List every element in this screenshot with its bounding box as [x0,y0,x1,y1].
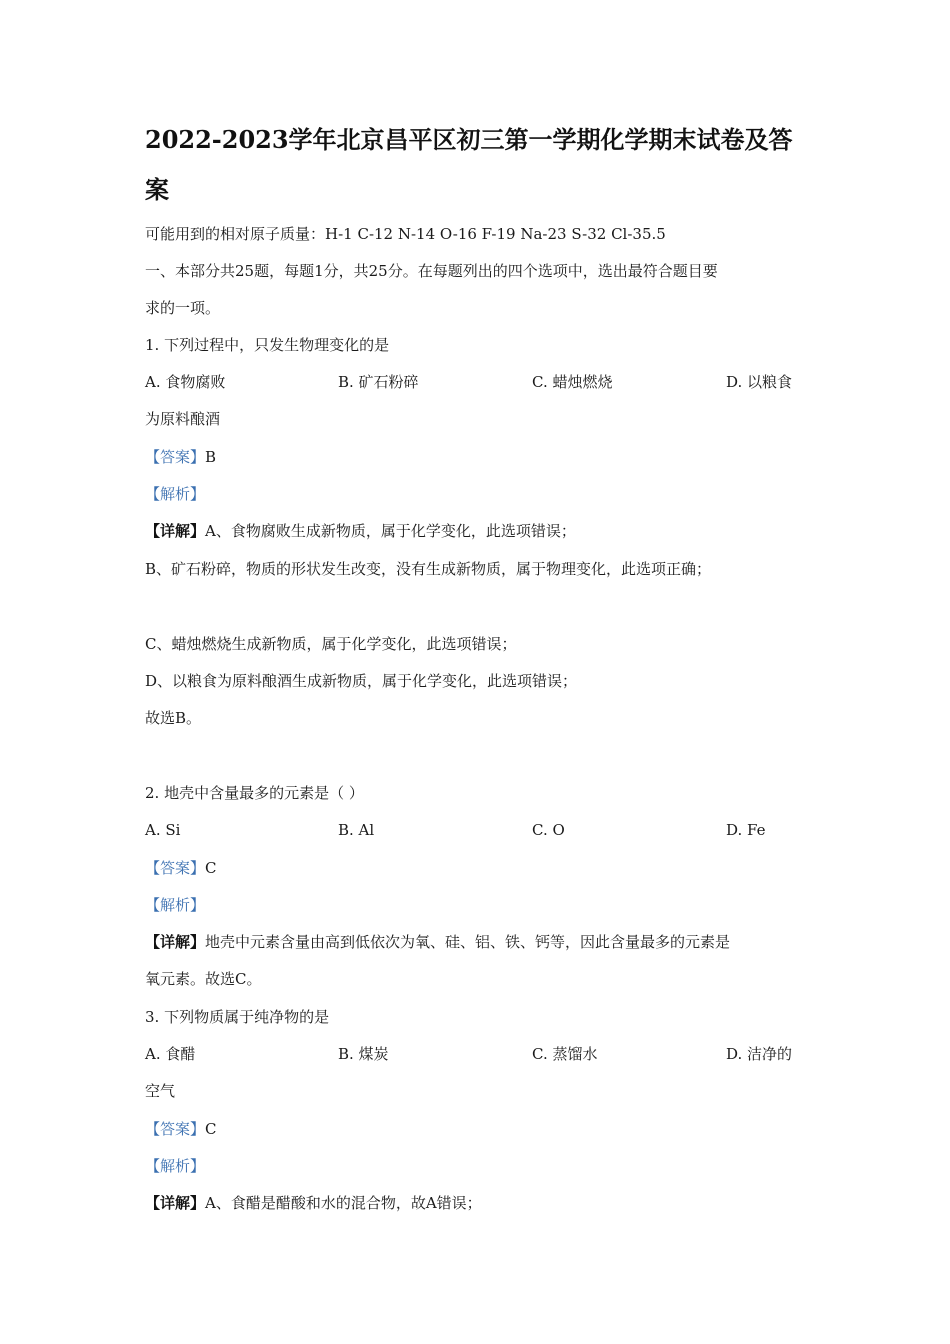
question-2-option-d: D. Fe [726,821,766,839]
answer-value: B [205,448,217,466]
answer-value: C [205,1120,217,1138]
question-1-option-d-continued: 为原料酿酒 [145,410,221,428]
question-1-conclusion: 故选B。 [145,709,202,727]
section-instructions-line-1: 一、本部分共25题，每题1分，共25分。在每题列出的四个选项中，选出最符合题目要 [145,262,718,280]
atomic-masses: 可能用到的相对原子质量：H-1 C-12 N-14 O-16 F-19 Na-23 S-32 Cl-35.5 [145,225,666,243]
detail-text: 地壳中元素含量由高到低依次为氧、硅、铝、铁、钙等，因此含量最多的元素是 [205,933,731,951]
detail-label: 【详解】 [145,1194,206,1212]
question-1-detail-b: B、矿石粉碎，物质的形状发生改变，没有生成新物质，属于物理变化，此选项正确； [145,560,712,578]
question-2-option-c: C. O [532,821,565,839]
document-title-line-2: 案 [145,175,169,204]
question-1-detail [145,520,576,542]
analysis-label: 【解析】 [145,896,206,914]
question-1-detail-d: D、以粮食为原料酿酒生成新物质，属于化学变化，此选项错误； [145,672,578,690]
question-2-detail [145,931,730,953]
question-3-option-d: D. 洁净的 [726,1045,793,1063]
question-3-option-b: B. 煤炭 [338,1045,389,1063]
document-title-line-1: 2022-2023学年北京昌平区初三第一学期化学期末试卷及答 [145,125,793,154]
question-2-stem: 2. 地壳中含量最多的元素是（ ） [145,784,364,802]
question-1-option-b: B. 矿石粉碎 [338,373,419,391]
answer-label: 【答案】 [145,1120,206,1138]
question-3-answer [145,1118,217,1140]
question-3-analysis [145,1155,205,1177]
answer-value: C [205,859,217,877]
question-1-stem: 1. 下列过程中，只发生物理变化的是 [145,336,390,354]
question-1-detail-c: C、蜡烛燃烧生成新物质，属于化学变化，此选项错误； [145,635,517,653]
answer-label: 【答案】 [145,859,206,877]
detail-label: 【详解】 [145,522,206,540]
question-1-option-a: A. 食物腐败 [145,373,226,391]
detail-text: A、食物腐败生成新物质，属于化学变化，此选项错误； [205,522,576,540]
question-2-option-b: B. Al [338,821,375,839]
question-2-option-a: A. Si [145,821,181,839]
question-2-answer [145,857,217,879]
question-3-stem: 3. 下列物质属于纯净物的是 [145,1008,330,1026]
analysis-label: 【解析】 [145,485,206,503]
question-3-option-d-continued: 空气 [145,1082,176,1100]
detail-label: 【详解】 [145,933,206,951]
question-3-option-a: A. 食醋 [145,1045,196,1063]
detail-text: A、食醋是醋酸和水的混合物，故A错误； [205,1194,482,1212]
question-2-detail-continued: 氧元素。故选C。 [145,970,262,988]
analysis-label: 【解析】 [145,1157,206,1175]
question-1-option-d: D. 以粮食 [726,373,793,391]
question-1-analysis [145,483,205,505]
section-instructions-line-2: 求的一项。 [145,299,221,317]
question-1-option-c: C. 蜡烛燃烧 [532,373,613,391]
question-2-analysis [145,894,205,916]
question-1-answer [145,446,216,468]
question-3-detail [145,1192,482,1214]
question-3-option-c: C. 蒸馏水 [532,1045,598,1063]
answer-label: 【答案】 [145,448,206,466]
